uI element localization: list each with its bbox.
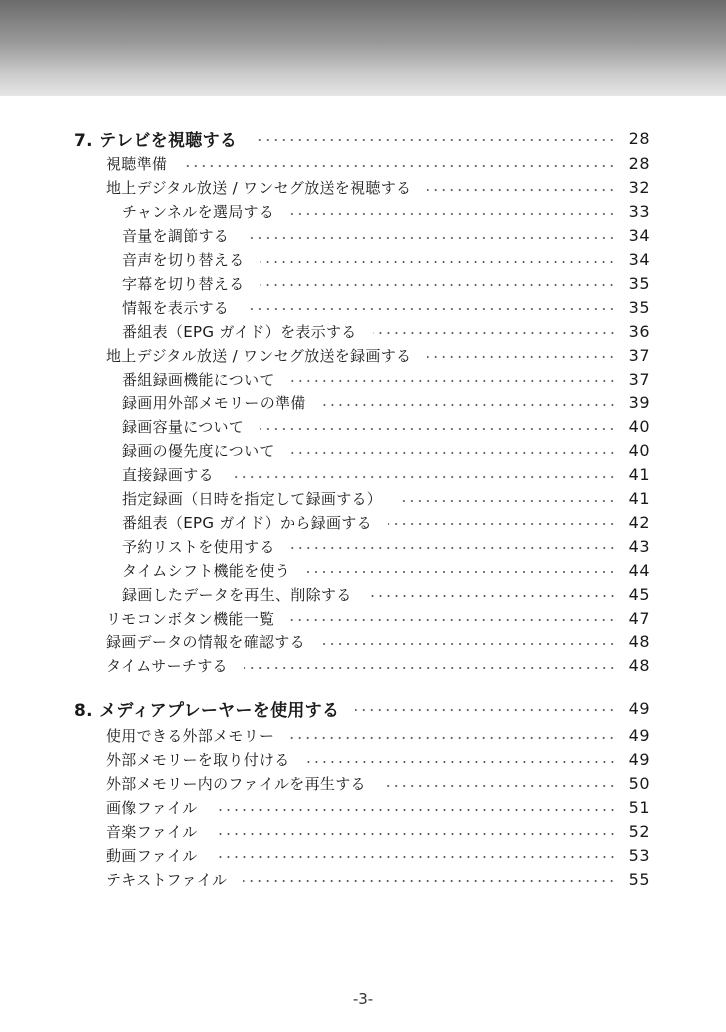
dot-leader xyxy=(388,523,616,525)
dot-leader xyxy=(427,356,616,358)
toc-entry xyxy=(106,797,650,819)
toc-entry-page: 51 xyxy=(628,798,650,818)
toc-entry-page: 52 xyxy=(628,822,650,841)
dot-leader xyxy=(214,809,616,811)
toc-entry-title: 録画用外部メモリーの準備 xyxy=(122,394,306,413)
toc-entry xyxy=(122,272,650,294)
dot-leader xyxy=(183,165,616,167)
toc-entry-title: 視聴準備 xyxy=(106,155,168,174)
toc-entry xyxy=(122,225,650,247)
toc-entry-page: 40 xyxy=(628,417,650,437)
toc-entry-page: 49 xyxy=(628,698,650,718)
toc-entry xyxy=(106,773,650,795)
toc-entry-page: 32 xyxy=(628,178,650,198)
dot-leader xyxy=(306,571,616,573)
toc-entry xyxy=(106,844,650,866)
toc-entry xyxy=(122,368,650,390)
dot-leader xyxy=(260,428,616,430)
toc-entry xyxy=(106,655,650,677)
toc-entry xyxy=(122,440,650,462)
toc-entry xyxy=(122,559,650,581)
toc-entry-title: 動画ファイル xyxy=(106,846,198,865)
toc-entry xyxy=(122,392,650,414)
toc-entry-title: 画像ファイル xyxy=(106,799,198,818)
toc-entry-page: 44 xyxy=(628,560,650,580)
dot-leader xyxy=(243,880,616,882)
toc-entry xyxy=(106,821,650,843)
dot-leader xyxy=(368,595,616,597)
toc-entry-page: 41 xyxy=(628,489,650,508)
toc-entry xyxy=(106,344,650,366)
toc-entry-page: 42 xyxy=(628,512,650,532)
toc-entry-page: 53 xyxy=(628,845,650,865)
dot-leader xyxy=(244,667,616,669)
toc-entry xyxy=(106,607,650,629)
toc-entry-title: 番組録画機能について xyxy=(122,370,275,389)
toc-entry-page: 37 xyxy=(628,369,650,389)
toc-entry xyxy=(122,511,650,533)
toc-entry-page: 34 xyxy=(628,250,650,269)
toc-entry-title: 録画容量について xyxy=(122,418,245,437)
toc-entry xyxy=(106,749,650,771)
dot-leader xyxy=(290,737,616,739)
toc-entry-title: 音声を切り替える xyxy=(122,251,245,269)
dot-leader xyxy=(373,332,616,334)
toc-entry-page: 28 xyxy=(628,128,650,148)
toc-entry-page: 47 xyxy=(628,608,650,628)
dot-leader xyxy=(355,709,616,711)
toc-entry-title: 直接録画する xyxy=(122,466,214,485)
toc-chapter-heading xyxy=(74,127,650,149)
page-number: -3- xyxy=(352,990,374,1008)
toc-entry-page: 39 xyxy=(628,393,650,413)
toc-entry-title: 8. メディアプレーヤーを使用する xyxy=(74,700,340,719)
dot-leader xyxy=(291,452,616,454)
dot-leader xyxy=(253,139,616,141)
toc-entry-page: 35 xyxy=(628,273,650,293)
dot-leader xyxy=(322,404,616,406)
toc-entry-title: チャンネルを選局する xyxy=(122,203,275,222)
toc-entry-title: 外部メモリー内のファイルを再生する xyxy=(106,775,366,794)
toc-entry-page: 49 xyxy=(628,726,650,746)
toc-entry-title: 字幕を切り替える xyxy=(122,274,245,293)
toc-entry-title: 録画したデータを再生、削除する xyxy=(122,585,352,604)
dot-leader xyxy=(306,761,616,763)
toc-entry-title: 使用できる外部メモリー xyxy=(106,727,275,746)
toc-entry-page: 45 xyxy=(628,584,650,604)
toc-entry-title: 番組表（EPG ガイド）から録画する xyxy=(122,513,372,532)
toc-entry-page: 34 xyxy=(628,226,650,246)
toc-entry xyxy=(122,296,650,318)
toc-entry-page: 33 xyxy=(628,202,650,222)
dot-leader xyxy=(291,547,616,549)
toc-entry-page: 48 xyxy=(628,656,650,676)
toc-entry-title: タイムシフト機能を使う xyxy=(122,561,291,580)
toc-entry-title: 地上デジタル放送 / ワンセグ放送を視聴する xyxy=(106,179,412,198)
toc-entry-title: リモコンボタン機能一覧 xyxy=(106,609,275,628)
toc-entry xyxy=(106,631,650,653)
toc-entry xyxy=(106,868,650,890)
dot-leader xyxy=(398,500,616,502)
toc-entry-page: 36 xyxy=(628,321,650,341)
toc-chapter-heading xyxy=(74,697,650,719)
toc-entry-page: 40 xyxy=(628,441,650,461)
dot-leader xyxy=(427,189,616,191)
toc-entry xyxy=(122,416,650,438)
toc-entry-page: 50 xyxy=(628,774,650,794)
dot-leader xyxy=(260,284,616,286)
toc-entry-title: 録画の優先度について xyxy=(122,442,275,461)
dot-leader xyxy=(214,856,616,858)
dot-leader xyxy=(382,785,616,787)
toc-entry xyxy=(106,177,650,199)
toc-entry xyxy=(122,488,650,510)
dot-leader xyxy=(260,261,616,263)
dot-leader xyxy=(230,476,616,478)
toc-entry-page: 43 xyxy=(628,536,650,556)
toc-entry-title: 指定録画（日時を指定して録画する） xyxy=(122,490,383,508)
toc-entry-page: 49 xyxy=(628,750,650,770)
toc-entry-page: 28 xyxy=(628,154,650,174)
toc-entry-title: 番組表（EPG ガイド）を表示する xyxy=(122,322,357,341)
toc-entry xyxy=(122,201,650,223)
toc-entry xyxy=(106,725,650,747)
toc-entry-page: 41 xyxy=(628,465,650,485)
toc-entry-title: テキストファイル xyxy=(106,870,228,889)
dot-leader xyxy=(214,833,616,835)
toc-entry-page: 55 xyxy=(628,869,650,889)
toc-entry-page: 48 xyxy=(628,632,650,652)
toc-entry-title: 情報を表示する xyxy=(122,298,230,317)
toc-entry-title: 予約リストを使用する xyxy=(122,537,275,556)
dot-leader xyxy=(245,308,616,310)
dot-leader xyxy=(321,643,616,645)
toc-entry xyxy=(122,320,650,342)
dot-leader xyxy=(291,380,616,382)
toc-entry-title: 音量を調節する xyxy=(122,227,230,246)
toc-entry-title: 7. テレビを視聴する xyxy=(74,130,238,149)
toc-entry-title: 地上デジタル放送 / ワンセグ放送を録画する xyxy=(106,346,412,365)
toc-entry xyxy=(122,464,650,486)
toc-entry-title: 外部メモリーを取り付ける xyxy=(106,751,290,770)
toc-entry xyxy=(122,249,650,271)
dot-leader xyxy=(245,237,616,239)
toc-entry-title: 音楽ファイル xyxy=(106,823,198,841)
toc-entry-title: 録画データの情報を確認する xyxy=(106,633,305,652)
dot-leader xyxy=(290,619,616,621)
toc-entry-title: タイムサーチする xyxy=(106,657,228,676)
toc-entry-page: 35 xyxy=(628,297,650,317)
toc-entry-page: 37 xyxy=(628,345,650,365)
toc-entry xyxy=(106,153,650,175)
toc-entry xyxy=(122,535,650,557)
toc-entry xyxy=(122,583,650,605)
dot-leader xyxy=(290,213,616,215)
